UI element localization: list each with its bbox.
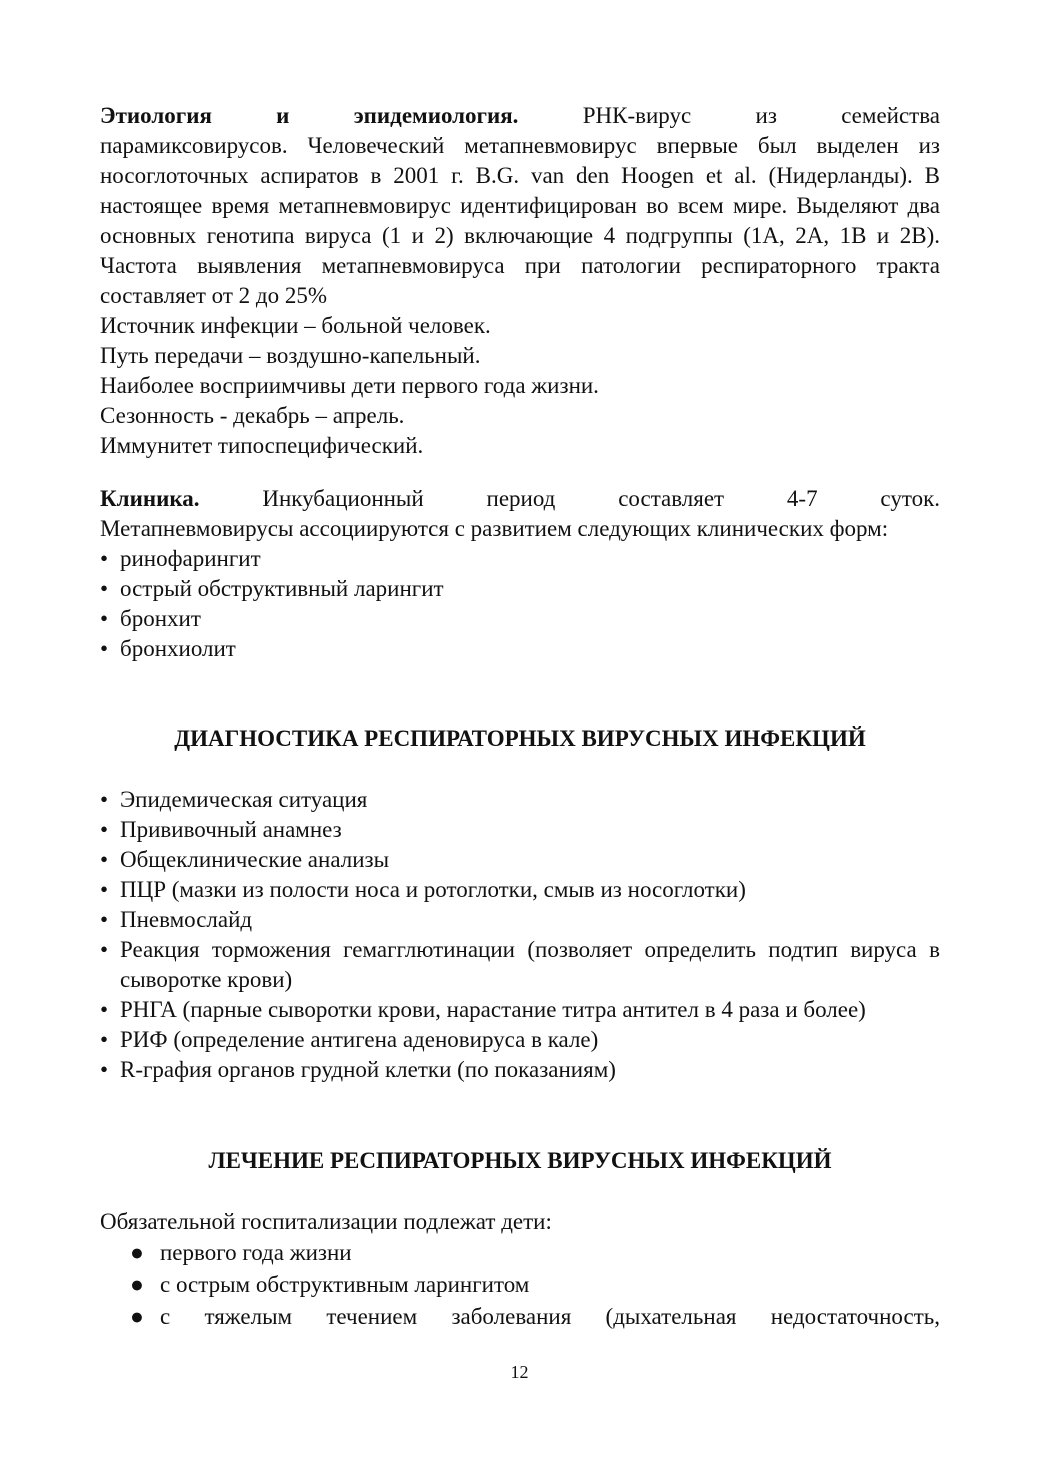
- bullet-icon: •: [100, 877, 109, 902]
- list-item: • R-графия органов грудной клетки (по показаниям): [100, 1055, 940, 1085]
- bullet-icon: •: [100, 937, 109, 962]
- bullet-icon: •: [100, 847, 109, 872]
- etiology-susceptibility-line: Наиболее восприимчивы дети первого года жизни.: [100, 373, 599, 398]
- list-item: • Общеклинические анализы: [100, 845, 940, 875]
- clinic-paragraph: Метапневмовирусы ассоциируются с развитием следующих клинических форм:: [100, 516, 889, 541]
- bullet-icon: •: [100, 787, 109, 812]
- bullet-icon: ●: [130, 1304, 144, 1329]
- clinic-section: [100, 484, 940, 664]
- diagnostics-section: [100, 785, 940, 1085]
- page-number: 12: [510, 1362, 529, 1382]
- treatment-list: [100, 1237, 940, 1333]
- clinic-first-line: [100, 484, 940, 514]
- bullet-icon: •: [100, 1027, 109, 1052]
- list-item: ● с острым обструктивным ларингитом: [100, 1269, 940, 1301]
- bullet-icon: •: [100, 576, 109, 601]
- etiology-source-line: Источник инфекции – больной человек.: [100, 313, 491, 338]
- diagnostics-heading: ДИАГНОСТИКА РЕСПИРАТОРНЫХ ВИРУСНЫХ ИНФЕКЦИЙ: [174, 726, 866, 751]
- bullet-icon: ●: [130, 1240, 144, 1265]
- bullet-icon: •: [100, 817, 109, 842]
- etiology-section: [100, 101, 940, 461]
- list-item: • Эпидемическая ситуация: [100, 785, 940, 815]
- etiology-first-line-rest: РНК-вирус из семейства: [582, 103, 940, 128]
- bullet-icon: •: [100, 997, 109, 1022]
- list-item: • РНГА (парные сыворотки крови, нарастание титра антител в 4 раза и более): [100, 995, 940, 1025]
- bullet-icon: •: [100, 546, 109, 571]
- bullet-icon: •: [100, 636, 109, 661]
- bullet-icon: •: [100, 1057, 109, 1082]
- etiology-paragraph: парамиксовирусов. Человеческий метапневмовирус впервые был выделен из носоглоточных аспиратов в 2001 г. B.G. van den Hoogen et al. (Нидерланды). В настоящее время метапневмовирус идентифицирован во всем мире. Выделяют два основных генотипа вируса (1 и 2) включающие 4 подгруппы (1А, 2А, 1В и 2В). Частота выявления метапневмовируса при патологии респираторного тракта составляет от 2 до 25%: [100, 133, 940, 308]
- treatment-intro: Обязательной госпитализации подлежат дети:: [100, 1209, 552, 1234]
- list-item: • бронхит: [100, 604, 940, 634]
- clinic-lead: Клиника.: [100, 486, 200, 511]
- treatment-section: [100, 1207, 940, 1333]
- diagnostics-list: [100, 785, 940, 1085]
- etiology-immunity-line: Иммунитет типоспецифический.: [100, 433, 424, 458]
- list-item: • острый обструктивный ларингит: [100, 574, 940, 604]
- bullet-icon: •: [100, 907, 109, 932]
- list-item: ● первого года жизни: [100, 1237, 940, 1269]
- etiology-transmission-line: Путь передачи – воздушно-капельный.: [100, 343, 481, 368]
- list-item: • ринофарингит: [100, 544, 940, 574]
- treatment-heading: ЛЕЧЕНИЕ РЕСПИРАТОРНЫХ ВИРУСНЫХ ИНФЕКЦИЙ: [208, 1148, 832, 1173]
- list-item: • ПЦР (мазки из полости носа и ротоглотки, смыв из носоглотки): [100, 875, 940, 905]
- list-item: • РИФ (определение антигена аденовируса в кале): [100, 1025, 940, 1055]
- etiology-season-line: Сезонность - декабрь – апрель.: [100, 403, 405, 428]
- list-item: • Пневмослайд: [100, 905, 940, 935]
- bullet-icon: •: [100, 606, 109, 631]
- clinic-first-line-rest: Инкубационный период составляет 4-7 суток.: [262, 486, 940, 511]
- etiology-first-line: [100, 101, 940, 131]
- bullet-icon: ●: [130, 1272, 144, 1297]
- etiology-lead: Этиология и эпидемиология.: [100, 103, 519, 128]
- list-item: • бронхиолит: [100, 634, 940, 664]
- clinic-forms-list: [100, 544, 940, 664]
- list-item: ● с тяжелым течением заболевания (дыхательная недостаточность,: [100, 1301, 940, 1333]
- list-item: • Реакция торможения гемагглютинации (позволяет определить подтип вируса в сыворотке крови): [100, 937, 940, 992]
- list-item: • Прививочный анамнез: [100, 815, 940, 845]
